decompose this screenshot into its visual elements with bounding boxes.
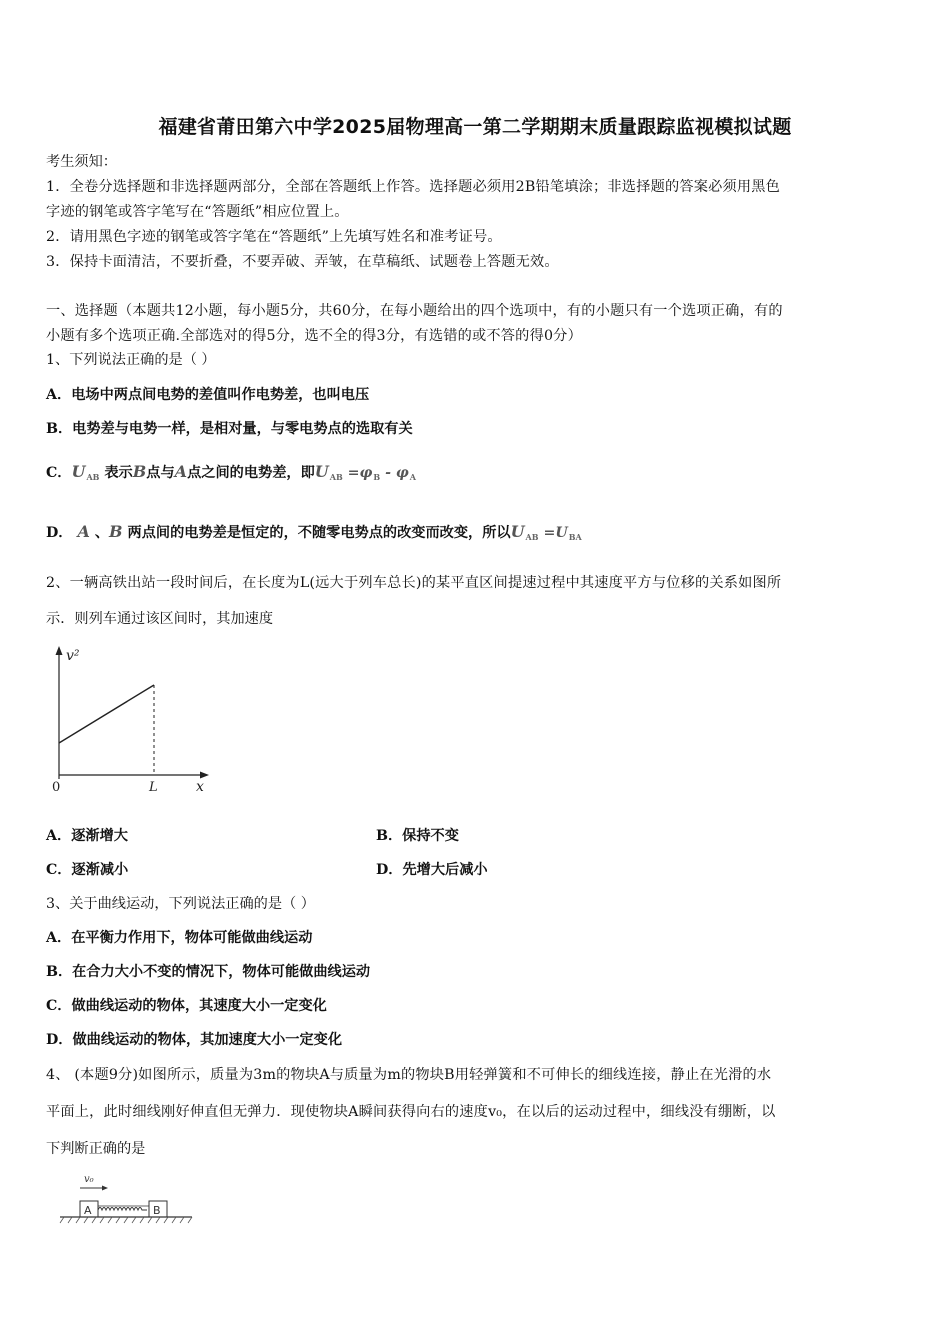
q3-option-c: C．做曲线运动的物体，其速度大小一定变化 <box>46 998 327 1014</box>
q2-option-b: B．保持不变 <box>376 828 459 844</box>
q1-option-a: A．电场中两点间电势的差值叫作电势差，也叫电压 <box>46 387 370 403</box>
q3-option-b: B．在合力大小不变的情况下，物体可能做曲线运动 <box>46 964 371 980</box>
q2-option-a: A．逐渐增大 <box>46 828 128 844</box>
q1-c-a: A <box>174 462 188 481</box>
q1-option-c <box>46 462 416 487</box>
q2-stem-line2: 示．则列车通过该区间时，其加速度 <box>46 611 274 627</box>
q1-c-text2: 点与 <box>146 465 175 481</box>
graph-origin: 0 <box>52 780 61 795</box>
q4-stem-line2: 平面上，此时细线刚好伸直但无弹力．现使物块A瞬间获得向右的速度v₀，在以后的运动过程中，细线没有绷断，以 <box>46 1104 776 1120</box>
q1-d-ba: BA <box>568 532 582 542</box>
q1-c-eq-a: A <box>409 472 416 482</box>
q1-d-b: B <box>109 522 123 541</box>
notice-item-2: 2．请用黑色字迹的钢笔或答字笔在“答题纸”上先填写姓名和准考证号。 <box>46 229 502 245</box>
section-heading-line2: 小题有多个选项正确.全部选对的得5分，选不全的得3分，有选错的或不答的得0分） <box>46 328 582 344</box>
section-heading-line1: 一、选择题（本题共12小题，每小题5分，共60分，在每小题给出的四个选项中，有的小题只有一个选项正确，有的 <box>46 303 783 319</box>
q1-c-eq-ab: AB <box>329 472 343 482</box>
q4-blocks-figure <box>56 1170 196 1228</box>
q1-d-eq: =U <box>538 525 568 541</box>
q4-stem-line3: 下判断正确的是 <box>46 1141 146 1157</box>
q2-stem-line1: 2、一辆高铁出站一段时间后，在长度为L(远大于列车总长)的某平直区间提速过程中其速度平方与位移的关系如图所 <box>46 575 782 591</box>
q1-d-sep: 、 <box>94 525 110 541</box>
q1-c-b: B <box>132 462 147 481</box>
q1-d-u: U <box>510 522 525 541</box>
q1-d-ab: AB <box>525 532 539 542</box>
q1-d-label: D． <box>46 525 73 541</box>
graph-x-label: x <box>196 779 204 795</box>
q1-c-eq-minus: - φ <box>380 465 409 481</box>
graph-l-mark: L <box>149 780 158 795</box>
q1-c-eq-mid: =φ <box>342 465 373 481</box>
notice-item-1-cont: 字迹的钢笔或答字笔写在“答题纸”相应位置上。 <box>46 204 349 220</box>
graph-y-arrow <box>56 646 63 655</box>
q3-stem: 3、关于曲线运动，下列说法正确的是（ ） <box>46 896 315 912</box>
q2-v2-x-graph <box>46 643 216 795</box>
q2-option-d: D．先增大后减小 <box>376 862 488 878</box>
q1-c-ab: AB <box>86 472 100 482</box>
notice-item-1: 1．全卷分选择题和非选择题两部分，全部在答题纸上作答。选择题必须用2B铅笔填涂；非选择题的答案必须用黑色 <box>46 179 781 195</box>
q1-c-text1: 表示 <box>104 465 133 481</box>
q2-option-c: C．逐渐减小 <box>46 862 129 878</box>
figure-ground-hatch <box>60 1217 192 1223</box>
notice-heading: 考生须知： <box>46 154 117 170</box>
q4-stem-line1: 4、 (本题9分)如图所示，质量为3m的物块A与质量为m的物块B用轻弹簧和不可伸长的细线连接，静止在光滑的水 <box>46 1067 772 1083</box>
exam-title: 福建省莆田第六中学2025届物理高一第二学期期末质量跟踪监视模拟试题 <box>158 116 792 138</box>
q1-c-u: U <box>71 462 86 481</box>
q1-c-text3: 点之间的电势差，即 <box>187 465 315 481</box>
q1-option-d <box>46 522 582 547</box>
figure-spring <box>98 1208 147 1211</box>
notice-item-3: 3．保持卡面清洁，不要折叠，不要弄破、弄皱，在草稿纸、试题卷上答题无效。 <box>46 254 559 270</box>
q3-option-a: A．在平衡力作用下，物体可能做曲线运动 <box>46 930 313 946</box>
figure-velocity-label: v₀ <box>84 1174 94 1185</box>
graph-x-arrow <box>200 772 209 779</box>
graph-y-label: v² <box>66 648 80 664</box>
q1-d-a: A <box>77 522 90 541</box>
block-b-label: B <box>153 1204 161 1217</box>
q1-option-b: B．电势差与电势一样，是相对量，与零电势点的选取有关 <box>46 421 413 437</box>
q3-option-d: D．做曲线运动的物体，其加速度大小一定变化 <box>46 1032 343 1048</box>
q1-c-eq-u: U <box>314 462 329 481</box>
q1-stem: 1、下列说法正确的是（ ） <box>46 352 216 368</box>
figure-velocity-arrowhead <box>102 1186 108 1191</box>
q1-d-text1: 两点间的电势差是恒定的，不随零电势点的改变而改变，所以 <box>127 525 511 541</box>
q1-c-eq-b: B <box>373 472 381 482</box>
q1-c-label: C． <box>46 465 72 481</box>
graph-line <box>59 685 154 743</box>
block-a-label: A <box>84 1204 92 1217</box>
